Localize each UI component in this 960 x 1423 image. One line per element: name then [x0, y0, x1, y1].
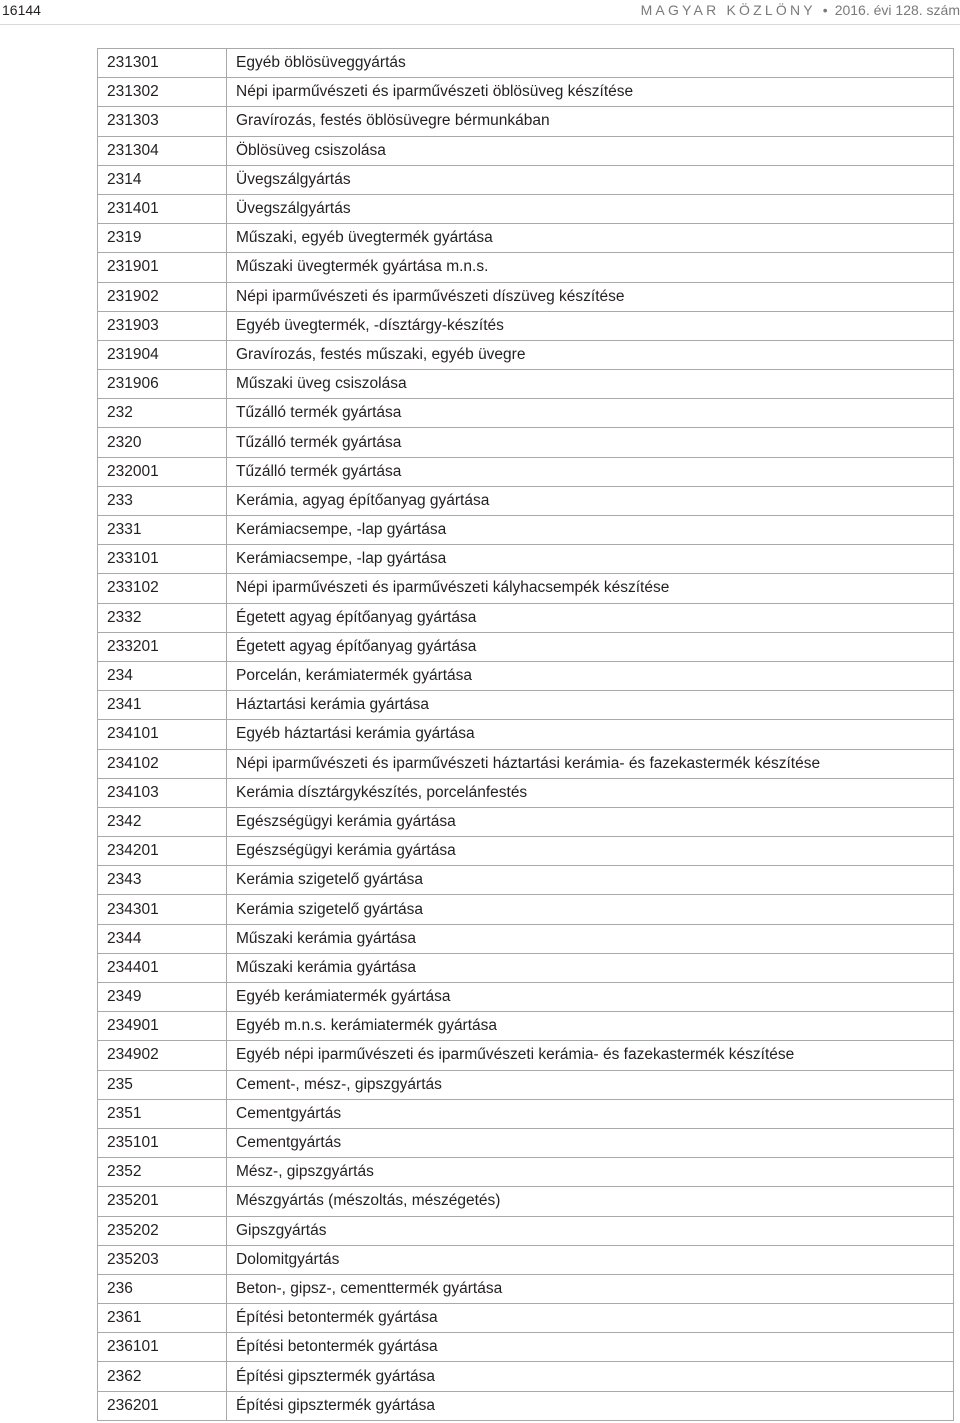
activity-code: 231401	[98, 194, 227, 223]
activity-code: 235	[98, 1070, 227, 1099]
activity-description: Kerámiacsempe, -lap gyártása	[227, 516, 954, 545]
activity-description: Építési betontermék gyártása	[227, 1333, 954, 1362]
activity-description: Egészségügyi kerámia gyártása	[227, 807, 954, 836]
activity-code: 234902	[98, 1041, 227, 1070]
header-bullet: •	[822, 2, 828, 18]
activity-description: Üvegszálgyártás	[227, 194, 954, 223]
activity-code: 2320	[98, 428, 227, 457]
activity-code: 231302	[98, 78, 227, 107]
activity-description: Porcelán, kerámiatermék gyártása	[227, 661, 954, 690]
activity-description: Öblösüveg csiszolása	[227, 136, 954, 165]
activity-code: 2319	[98, 224, 227, 253]
table-row	[98, 194, 954, 223]
table-row	[98, 1099, 954, 1128]
activity-description: Kerámia szigetelő gyártása	[227, 895, 954, 924]
activity-description: Tűzálló termék gyártása	[227, 457, 954, 486]
activity-code: 231903	[98, 311, 227, 340]
activity-code: 234102	[98, 749, 227, 778]
activity-description: Egyéb m.n.s. kerámiatermék gyártása	[227, 1012, 954, 1041]
activity-description: Műszaki üveg csiszolása	[227, 370, 954, 399]
table-row	[98, 895, 954, 924]
table-row	[98, 340, 954, 369]
activity-description: Egyéb üvegtermék, -dísztárgy-készítés	[227, 311, 954, 340]
activity-code: 236	[98, 1274, 227, 1303]
activity-code: 234	[98, 661, 227, 690]
table-row	[98, 1304, 954, 1333]
activity-code: 232	[98, 399, 227, 428]
table-row	[98, 516, 954, 545]
activity-description: Népi iparművészeti és iparművészeti öblösüveg készítése	[227, 78, 954, 107]
activity-code: 231304	[98, 136, 227, 165]
table-row	[98, 1362, 954, 1391]
activity-description: Építési betontermék gyártása	[227, 1304, 954, 1333]
activity-code: 2314	[98, 165, 227, 194]
activity-code: 231902	[98, 282, 227, 311]
table-row	[98, 1187, 954, 1216]
table-row	[98, 924, 954, 953]
activity-code: 2343	[98, 866, 227, 895]
table-row	[98, 1216, 954, 1245]
activity-code: 234401	[98, 953, 227, 982]
activity-code: 236201	[98, 1391, 227, 1420]
activity-code: 232001	[98, 457, 227, 486]
table-row	[98, 1245, 954, 1274]
table-row	[98, 1333, 954, 1362]
table-row	[98, 720, 954, 749]
activity-code: 234201	[98, 837, 227, 866]
table-row	[98, 486, 954, 515]
table-row	[98, 136, 954, 165]
table-row	[98, 399, 954, 428]
activity-code: 231901	[98, 253, 227, 282]
activity-description: Egyéb népi iparművészeti és iparművészeti kerámia- és fazekastermék készítése	[227, 1041, 954, 1070]
table-row	[98, 778, 954, 807]
activity-code: 234901	[98, 1012, 227, 1041]
activity-code: 233201	[98, 632, 227, 661]
table-row	[98, 837, 954, 866]
activity-description: Mész-, gipszgyártás	[227, 1158, 954, 1187]
activity-code: 231301	[98, 49, 227, 78]
activity-description: Gravírozás, festés öblösüvegre bérmunkában	[227, 107, 954, 136]
activity-description: Cementgyártás	[227, 1128, 954, 1157]
activity-code: 2349	[98, 983, 227, 1012]
table-row	[98, 1128, 954, 1157]
activity-code: 234101	[98, 720, 227, 749]
activity-description: Dolomitgyártás	[227, 1245, 954, 1274]
table-row	[98, 253, 954, 282]
activity-code: 2341	[98, 691, 227, 720]
table-row	[98, 1158, 954, 1187]
activity-code-rows	[98, 49, 954, 1421]
activity-description: Műszaki üvegtermék gyártása m.n.s.	[227, 253, 954, 282]
activity-code: 2331	[98, 516, 227, 545]
activity-code: 234103	[98, 778, 227, 807]
journal-title: MAGYAR KÖZLÖNY	[640, 2, 816, 18]
table-row	[98, 1012, 954, 1041]
activity-description: Egyéb öblösüveggyártás	[227, 49, 954, 78]
table-row	[98, 574, 954, 603]
activity-code: 231906	[98, 370, 227, 399]
activity-description: Kerámiacsempe, -lap gyártása	[227, 545, 954, 574]
page-header	[0, 0, 960, 25]
activity-description: Égetett agyag építőanyag gyártása	[227, 603, 954, 632]
activity-code: 233101	[98, 545, 227, 574]
activity-code: 2332	[98, 603, 227, 632]
activity-description: Népi iparművészeti és iparművészeti kályhacsempék készítése	[227, 574, 954, 603]
activity-description: Kerámia szigetelő gyártása	[227, 866, 954, 895]
activity-description: Beton-, gipsz-, cementtermék gyártása	[227, 1274, 954, 1303]
table-row	[98, 428, 954, 457]
activity-description: Mészgyártás (mészoltás, mészégetés)	[227, 1187, 954, 1216]
table-row	[98, 1274, 954, 1303]
header-right	[641, 2, 960, 18]
table-row	[98, 632, 954, 661]
activity-description: Gravírozás, festés műszaki, egyéb üvegre	[227, 340, 954, 369]
table-row	[98, 1041, 954, 1070]
activity-description: Műszaki kerámia gyártása	[227, 924, 954, 953]
table-row	[98, 282, 954, 311]
activity-code: 2362	[98, 1362, 227, 1391]
activity-code: 235202	[98, 1216, 227, 1245]
table-row	[98, 603, 954, 632]
activity-description: Építési gipsztermék gyártása	[227, 1362, 954, 1391]
activity-description: Gipszgyártás	[227, 1216, 954, 1245]
activity-code: 234301	[98, 895, 227, 924]
activity-description: Kerámia dísztárgykészítés, porcelánfestés	[227, 778, 954, 807]
table-row	[98, 691, 954, 720]
activity-description: Népi iparművészeti és iparművészeti háztartási kerámia- és fazekastermék készítése	[227, 749, 954, 778]
activity-description: Háztartási kerámia gyártása	[227, 691, 954, 720]
table-row	[98, 983, 954, 1012]
activity-description: Kerámia, agyag építőanyag gyártása	[227, 486, 954, 515]
activity-description: Egészségügyi kerámia gyártása	[227, 837, 954, 866]
activity-description: Cementgyártás	[227, 1099, 954, 1128]
table-row	[98, 545, 954, 574]
activity-description: Építési gipsztermék gyártása	[227, 1391, 954, 1420]
issue-number: 2016. évi 128. szám	[834, 2, 960, 18]
activity-code: 2342	[98, 807, 227, 836]
table-row	[98, 1391, 954, 1420]
table-row	[98, 78, 954, 107]
activity-description: Tűzálló termék gyártása	[227, 399, 954, 428]
table-row	[98, 749, 954, 778]
table-row	[98, 224, 954, 253]
activity-description: Egyéb kerámiatermék gyártása	[227, 983, 954, 1012]
table-row	[98, 370, 954, 399]
table-row	[98, 311, 954, 340]
activity-description: Népi iparművészeti és iparművészeti díszüveg készítése	[227, 282, 954, 311]
table-row	[98, 49, 954, 78]
page-number: 16144	[2, 2, 41, 18]
activity-code: 233102	[98, 574, 227, 603]
activity-code: 2352	[98, 1158, 227, 1187]
table-row	[98, 661, 954, 690]
activity-code: 2351	[98, 1099, 227, 1128]
table-row	[98, 953, 954, 982]
activity-code: 235201	[98, 1187, 227, 1216]
activity-description: Tűzálló termék gyártása	[227, 428, 954, 457]
activity-description: Cement-, mész-, gipszgyártás	[227, 1070, 954, 1099]
table-row	[98, 866, 954, 895]
activity-code: 2361	[98, 1304, 227, 1333]
activity-code: 231303	[98, 107, 227, 136]
activity-code: 236101	[98, 1333, 227, 1362]
table-row	[98, 165, 954, 194]
table-row	[98, 457, 954, 486]
activity-code: 235101	[98, 1128, 227, 1157]
activity-description: Égetett agyag építőanyag gyártása	[227, 632, 954, 661]
table-row	[98, 1070, 954, 1099]
table-row	[98, 807, 954, 836]
activity-description: Üvegszálgyártás	[227, 165, 954, 194]
activity-code: 233	[98, 486, 227, 515]
table-row	[98, 107, 954, 136]
activity-code: 231904	[98, 340, 227, 369]
activity-description: Műszaki kerámia gyártása	[227, 953, 954, 982]
activity-code: 2344	[98, 924, 227, 953]
activity-description: Műszaki, egyéb üvegtermék gyártása	[227, 224, 954, 253]
activity-code-table	[97, 48, 954, 1421]
activity-description: Egyéb háztartási kerámia gyártása	[227, 720, 954, 749]
activity-code: 235203	[98, 1245, 227, 1274]
